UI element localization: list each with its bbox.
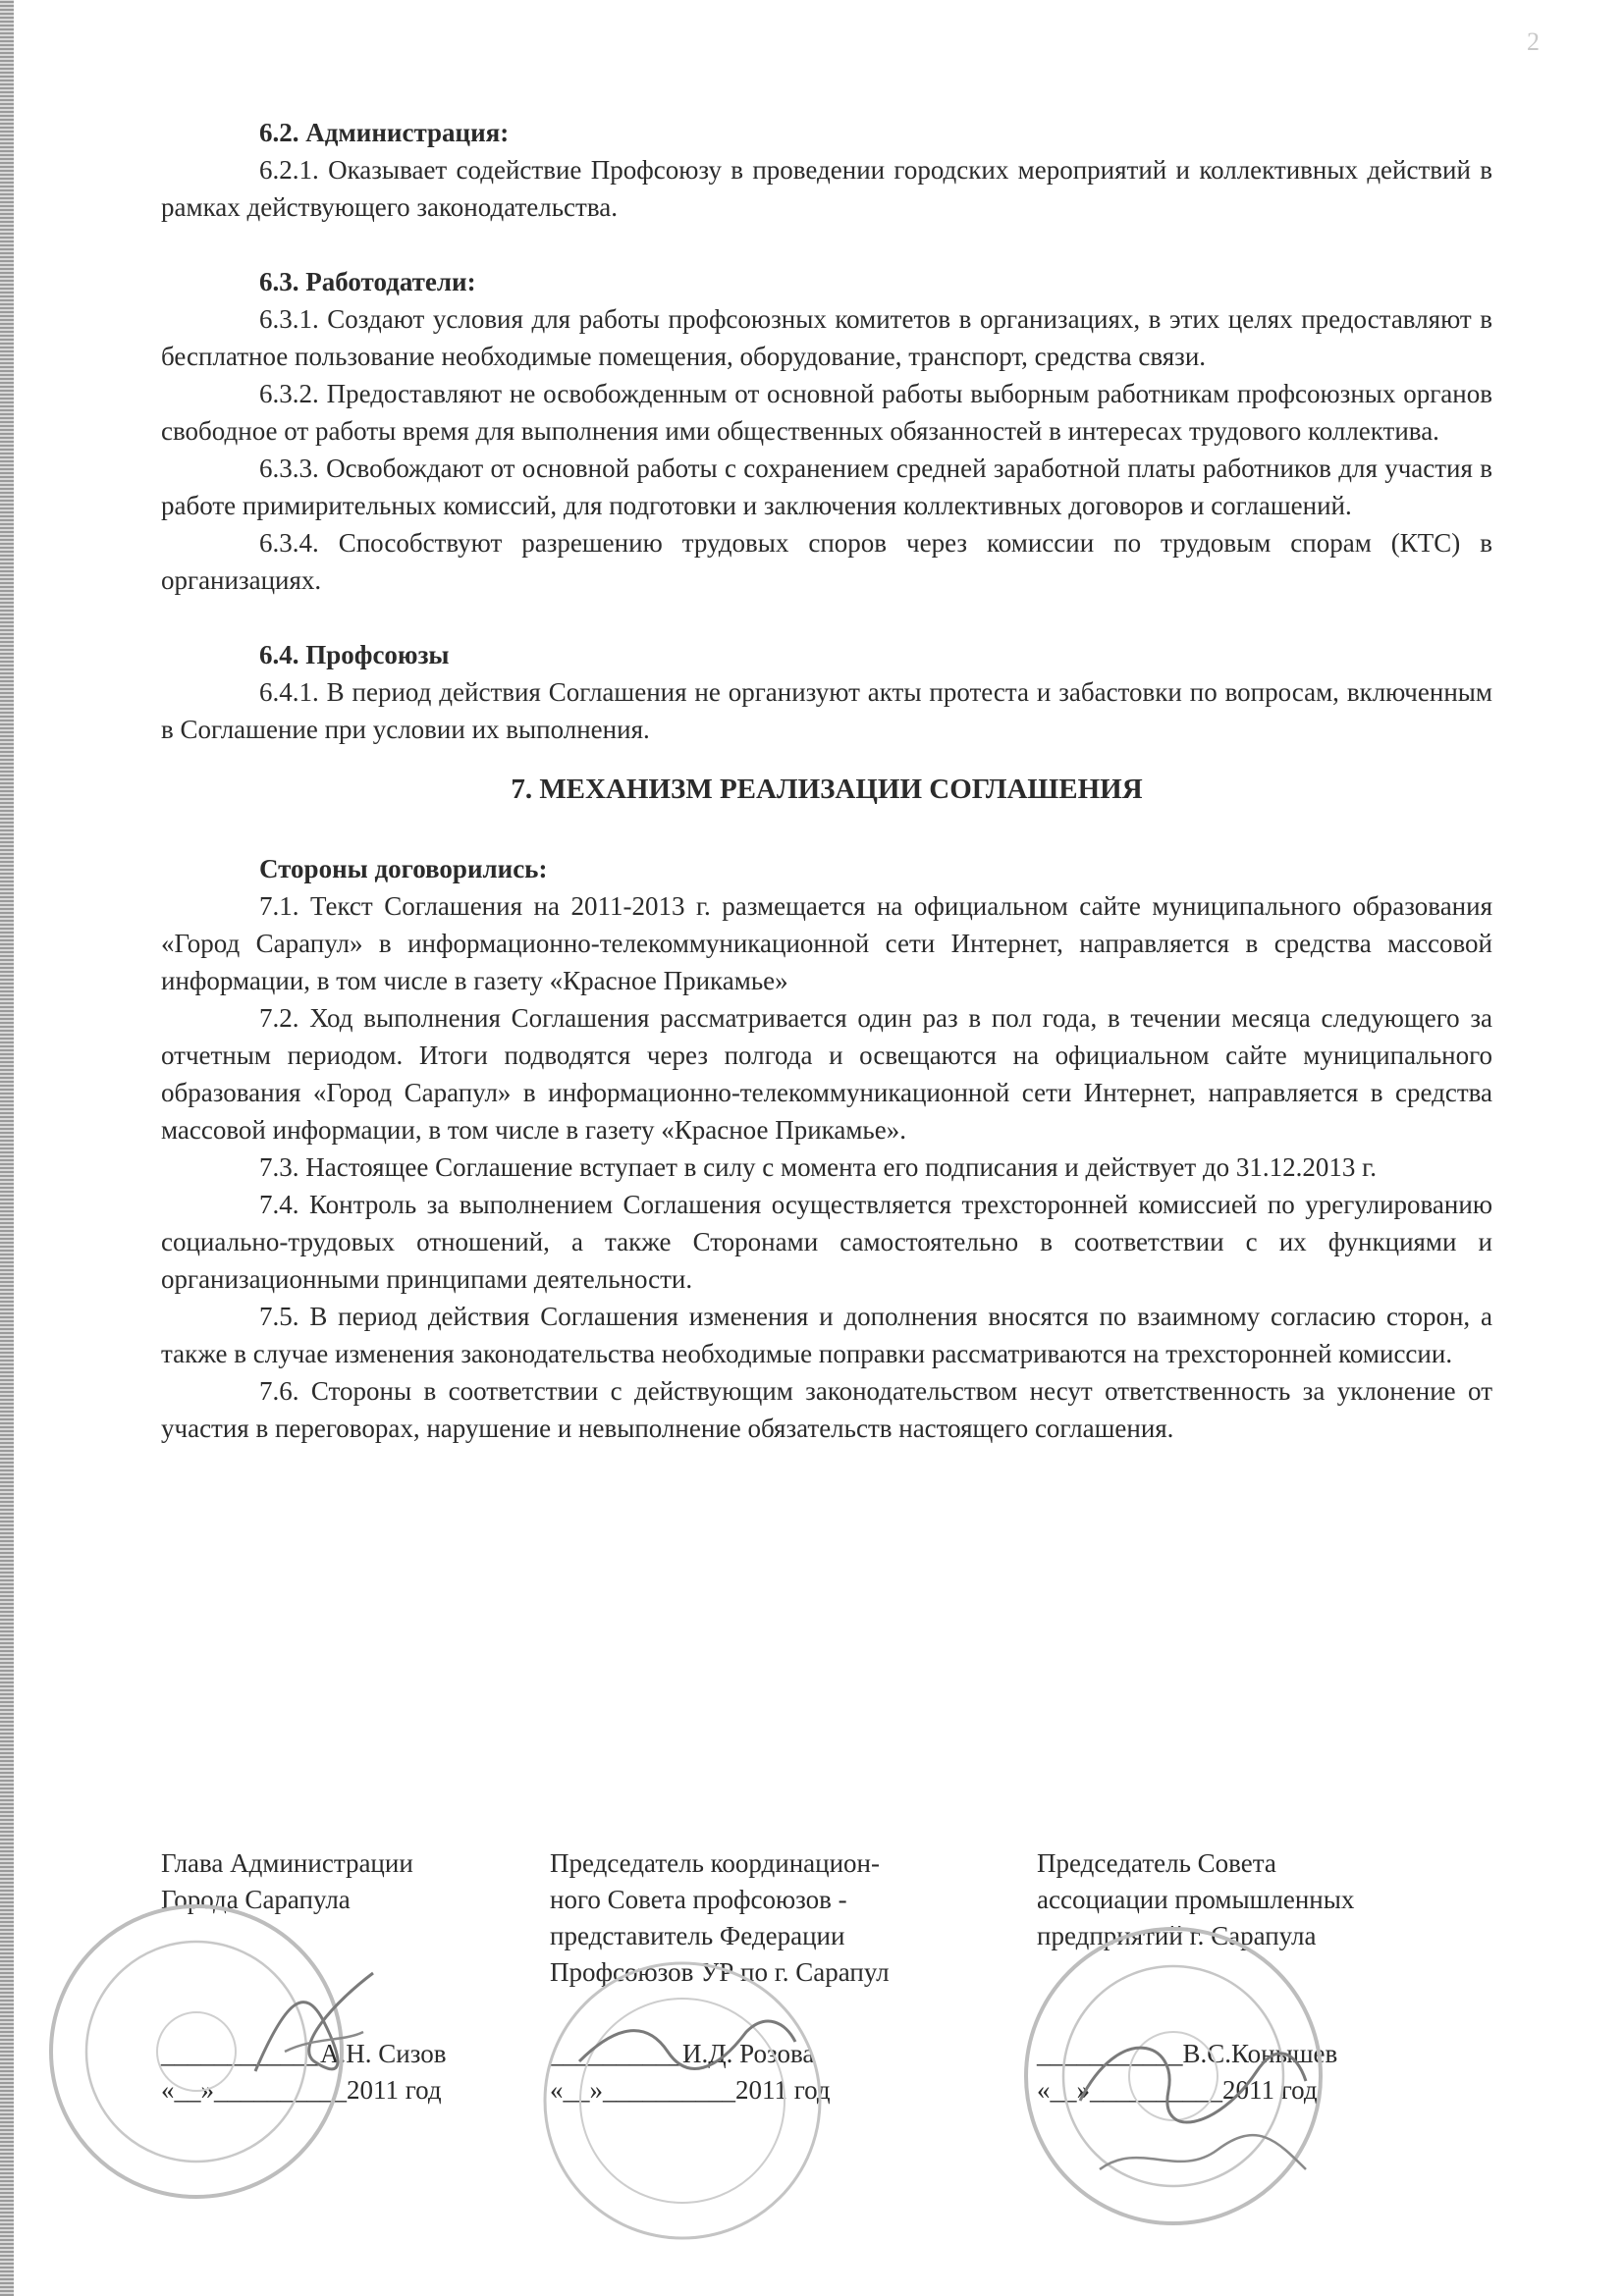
- paragraph: 7.4. Контроль за выполнением Соглашения осуществляется трехсторонней комиссией по урегулированию социально-трудовых отношений, а также Сторонами самостоятельно в соответствии с их функциями и организационными принципами деятельности.: [161, 1190, 1492, 1294]
- document-body: [161, 114, 1492, 1447]
- page-corner-mark: 2: [1527, 27, 1540, 56]
- signatory-administration: [161, 1845, 514, 1918]
- signatory-position: Председатель координацион- ного Совета профсоюзов - представитель Федерации Профсоюзов УР по г. Сарапул: [550, 1848, 890, 1987]
- section-6-4: [161, 636, 1492, 748]
- date-line: «__»__________2011 год: [161, 2075, 442, 2105]
- section-7: [161, 850, 1492, 1447]
- scan-edge: [0, 0, 14, 2296]
- section-subheading: Стороны договорились:: [259, 854, 548, 883]
- signature-line: __________И.Д. Розова: [550, 2039, 815, 2068]
- section-6-2: [161, 114, 1492, 226]
- paragraph: 7.6. Стороны в соответствии с действующим законодательством несут ответственность за уклонение от участия в переговорах, нарушение и невыполнение обязательств настоящего соглашения.: [161, 1376, 1492, 1443]
- signature-block: [161, 1845, 1492, 2140]
- section-6-3: [161, 263, 1492, 599]
- signature-line: ____________А.Н. Сизов: [161, 2039, 447, 2068]
- signatory-industry-association: [1037, 1845, 1430, 1954]
- section-heading: 6.4. Профсоюзы: [259, 640, 450, 669]
- date-line: «__»__________2011 год: [550, 2075, 831, 2105]
- paragraph: 6.3.4. Способствуют разрешению трудовых споров через комиссии по трудовым спорам (КТС) в организациях.: [161, 528, 1492, 595]
- section-7-title: 7. МЕХАНИЗМ РЕАЛИЗАЦИИ СОГЛАШЕНИЯ: [511, 774, 1143, 805]
- paragraph: 6.2.1. Оказывает содействие Профсоюзу в проведении городских мероприятий и коллективных действий в рамках действующего законодательства.: [161, 155, 1492, 222]
- signatory-position: Глава Администрации Города Сарапула: [161, 1848, 413, 1914]
- signature-line: ___________В.С.Конышев: [1037, 2039, 1338, 2068]
- paragraph: 7.1. Текст Соглашения на 2011-2013 г. размещается на официальном сайте муниципального образования «Город Сарапул» в информационно-телекоммуникационной сети Интернет, направляется в средства массовой информации, в том числе в газету «Красное Прикамье»: [161, 891, 1492, 995]
- paragraph: 6.3.2. Предоставляют не освобожденным от основной работы выборным работникам профсоюзных органов свободное от работы время для выполнения ими общественных обязанностей в интересах трудового коллектива.: [161, 379, 1492, 446]
- paragraph: 6.3.3. Освобождают от основной работы с сохранением средней заработной платы работников для участия в работе примирительных комиссий, для подготовки и заключения коллективных договоров и соглашений.: [161, 454, 1492, 520]
- paragraph: 6.3.1. Создают условия для работы профсоюзных комитетов в организациях, в этих целях предоставляют в бесплатное пользование необходимые помещения, оборудование, транспорт, средства связи.: [161, 304, 1492, 371]
- signatory-position: Председатель Совета ассоциации промышленных предприятий г. Сарапула: [1037, 1848, 1355, 1950]
- date-line: «__»__________2011 год: [1037, 2075, 1318, 2105]
- section-heading: 6.3. Работодатели:: [259, 267, 476, 296]
- paragraph: 7.2. Ход выполнения Соглашения рассматривается один раз в пол года, в течении месяца следующего за отчетным периодом. Итоги подводятся через полгода и освещаются на официальном сайте муниципального образования «Город Сарапул» в информационно-телекоммуникационной сети Интернет, направляется в средства массовой информации, в том числе в газету «Красное Прикамье».: [161, 1003, 1492, 1145]
- signatory-trade-unions: [550, 1845, 962, 1991]
- paragraph: 7.5. В период действия Соглашения изменения и дополнения вносятся по взаимному согласию сторон, а также в случае изменения законодательства необходимые поправки рассматриваются на трехсторонней комиссии.: [161, 1302, 1492, 1368]
- paragraph: 6.4.1. В период действия Соглашения не организуют акты протеста и забастовки по вопросам, включенным в Соглашение при условии их выполнения.: [161, 677, 1492, 744]
- section-heading: 6.2. Администрация:: [259, 118, 510, 147]
- paragraph: 7.3. Настоящее Соглашение вступает в силу с момента его подписания и действует до 31.12.2013 г.: [259, 1152, 1377, 1182]
